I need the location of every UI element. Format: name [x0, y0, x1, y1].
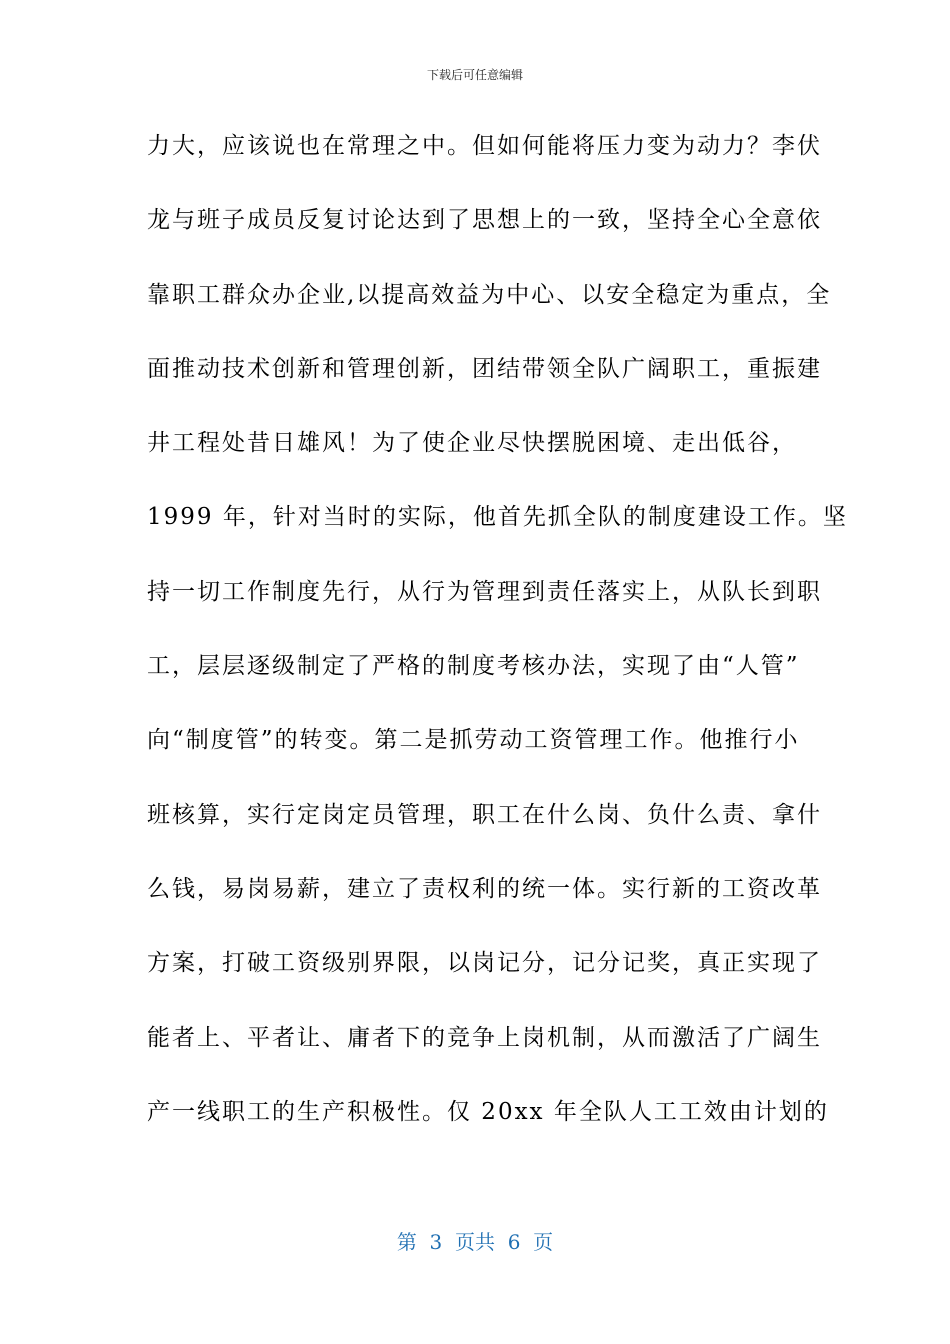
body-line: 方案，打破工资级别界限，以岗记分，记分记奖，真正实现了: [147, 950, 822, 977]
body-line: 能者上、平者让、庸者下的竞争上岗机制，从而激活了广阔生: [147, 1024, 822, 1051]
body-line: 向“制度管”的转变。第二是抓劳动工资管理工作。他推行小: [147, 727, 800, 754]
body-line: 1999 年，针对当时的实际，他首先抓全队的制度建设工作。坚: [147, 504, 848, 531]
body-line: 么钱，易岗易薪，建立了责权利的统一体。实行新的工资改革: [147, 875, 822, 902]
body-line: 井工程处昔日雄风！为了使企业尽快摆脱困境、走出低谷，: [147, 430, 797, 457]
body-line: 工，层层逐级制定了严格的制度考核办法，实现了由“人管”: [147, 653, 800, 680]
document-body: [147, 126, 848, 1166]
body-line: 靠职工群众办企业,以提高效益为中心、以安全稳定为重点，全: [147, 281, 832, 308]
body-line: 面推动技术创新和管理创新，团结带领全队广阔职工，重振建: [147, 355, 822, 382]
body-line: 力大，应该说也在常理之中。但如何能将压力变为动力？李伏: [147, 133, 822, 159]
body-line: 龙与班子成员反复讨论达到了思想上的一致，坚持全心全意依: [147, 207, 822, 234]
page-header-note: 下载后可任意编辑: [426, 68, 523, 82]
body-line: 产一线职工的生产积极性。仅 20xx 年全队人工工效由计划的: [147, 1098, 829, 1125]
page-number-footer: 第 3 页共 6 页: [396, 1230, 554, 1254]
body-line: 班核算，实行定岗定员管理，职工在什么岗、负什么责、拿什: [147, 801, 822, 828]
body-line: 持一切工作制度先行，从行为管理到责任落实上，从队长到职: [147, 578, 822, 605]
